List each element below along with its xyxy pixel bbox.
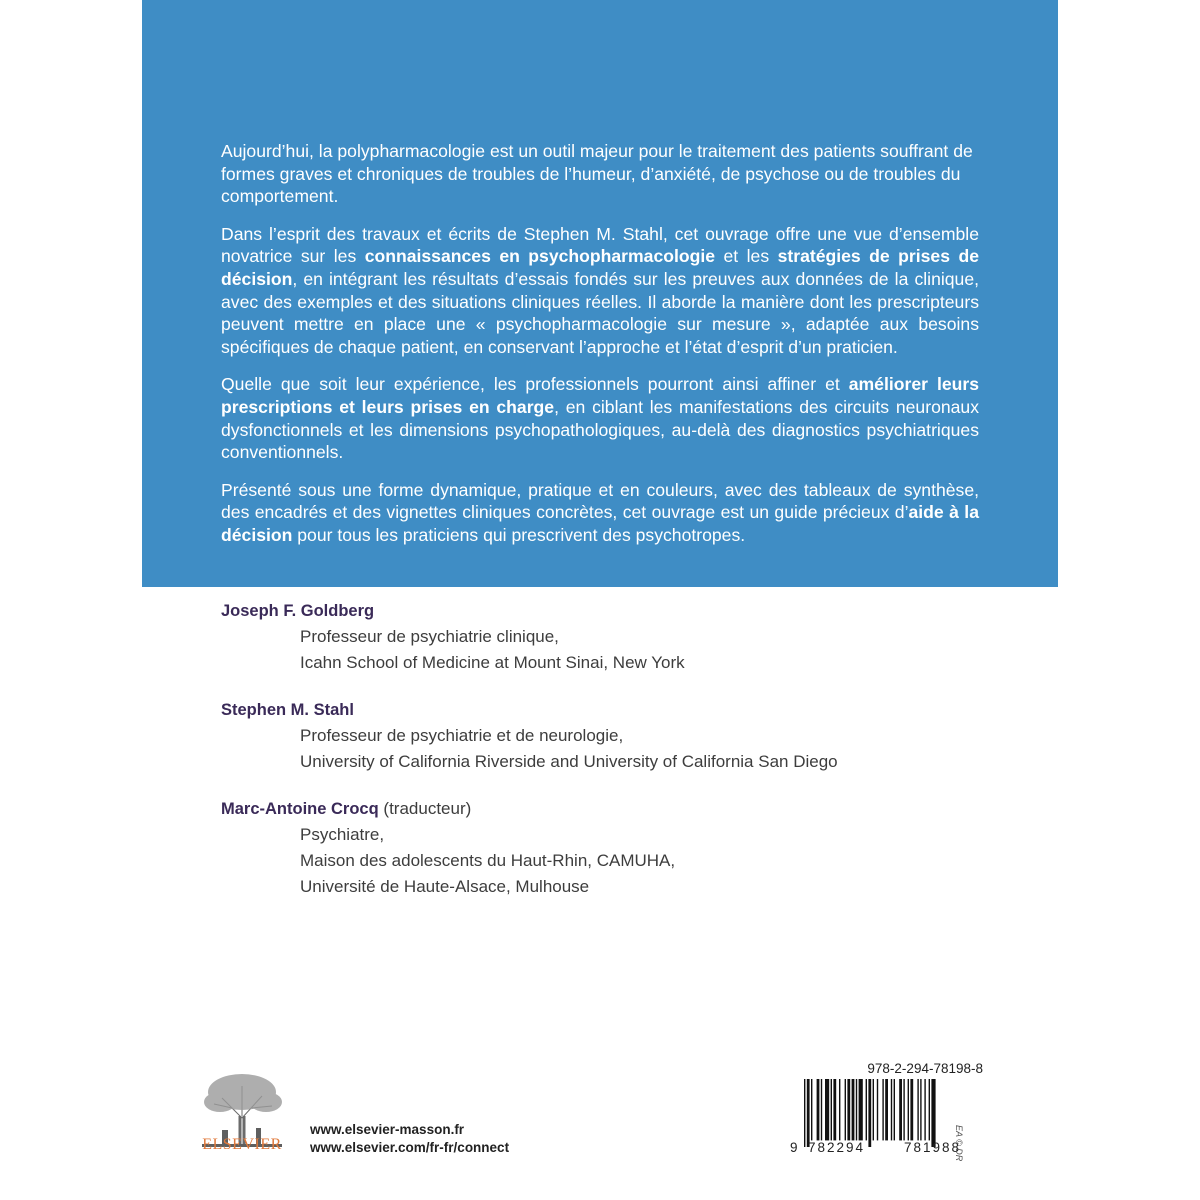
- emphasis-text: connaissances en psychopharmacologie: [364, 246, 716, 267]
- publisher-wordmark: ELSEVIER: [202, 1136, 282, 1153]
- author-entry: [221, 697, 1001, 775]
- text-run: Quelle que soit leur expérience, les professionnels pourront ainsi affiner et: [221, 374, 849, 395]
- text-run: Dans l’esprit des travaux et écrits de Stephen M. Stahl, cet ouvrage offre une vue d’ensemble novatrice sur les: [221, 223, 979, 267]
- emphasis-text: améliorer leurs prescriptions et leurs prises en charge: [221, 374, 980, 417]
- text-run: pour tous les praticiens qui prescrivent des psychotropes.: [292, 524, 746, 545]
- isbn-number: 978-2-294-78198-8: [867, 1061, 983, 1076]
- blurb-paragraph-3: [221, 373, 979, 463]
- text-run: Présenté sous une forme dynamique, pratique et en couleurs, avec des tableaux de synthèse, des encadrés et des vignettes cliniques concrètes, cet ouvrage est un guide précieux d’: [221, 479, 979, 523]
- barcode-digits-right: 781988: [904, 1140, 962, 1155]
- text-run: , en ciblant les manifestations des circuits neuronaux dysfonctionnels et les dimensions psychopathologiques, au-delà des diagnostics psychiatriques conventionnels.: [221, 396, 980, 463]
- author-entry: [221, 796, 1001, 900]
- barcode-digit-prefix: 9: [790, 1140, 798, 1155]
- blurb-text: [221, 140, 979, 562]
- author-affiliation: University of California Riverside and University of California San Diego: [300, 752, 838, 771]
- author-affiliation: Professeur de psychiatrie et de neurologie,: [300, 726, 624, 745]
- author-name: Joseph F. Goldberg: [221, 602, 375, 620]
- author-affiliation: Professeur de psychiatrie clinique,: [300, 627, 559, 646]
- author-role: (traducteur): [378, 799, 472, 818]
- emphasis-text: aide à la décision: [221, 502, 979, 545]
- photo-credit: EA © DR: [954, 1125, 964, 1162]
- text-run: , en intégrant les résultats d’essais fondés sur les preuves aux données de la clinique, avec des exemples et des situations cliniques réelles. Il aborde la manière dont les prescripteurs peuvent mettre en place une « psychopharmacologie sur mesure », adaptée aux besoins spécifiques de chaque patient, en conservant l’approche et l’état d’esprit d’un praticien.: [221, 268, 979, 357]
- blurb-paragraph-4: [221, 479, 979, 547]
- publisher-url[interactable]: www.elsevier-masson.fr: [310, 1122, 465, 1137]
- author-list: [221, 598, 1001, 921]
- book-back-cover: [142, 0, 1058, 1200]
- author-affiliation: Psychiatre,: [300, 825, 385, 844]
- barcode-digits-left: 782294: [808, 1140, 866, 1155]
- publisher-links: [310, 1121, 509, 1157]
- author-entry: [221, 598, 1001, 676]
- text-run: et les: [715, 246, 778, 267]
- blurb-paragraph-2: [221, 223, 979, 359]
- author-affiliation: Université de Haute-Alsace, Mulhouse: [300, 877, 590, 896]
- blurb-paragraph-1: Aujourd’hui, la polypharmacologie est un outil majeur pour le traitement des patients souffrant de formes graves et chroniques de troubles de l’humeur, d’anxiété, de psychose ou de troubles du comportement.: [221, 141, 973, 207]
- author-affiliation: Icahn School of Medicine at Mount Sinai, New York: [300, 653, 685, 672]
- author-name: Marc-Antoine Crocq: [221, 800, 379, 818]
- publisher-url[interactable]: www.elsevier.com/fr-fr/connect: [310, 1140, 510, 1155]
- author-affiliation: Maison des adolescents du Haut-Rhin, CAMUHA,: [300, 851, 676, 870]
- author-name: Stephen M. Stahl: [221, 701, 354, 719]
- emphasis-text: stratégies de prises de décision: [221, 246, 979, 289]
- blurb-panel: [142, 0, 1058, 587]
